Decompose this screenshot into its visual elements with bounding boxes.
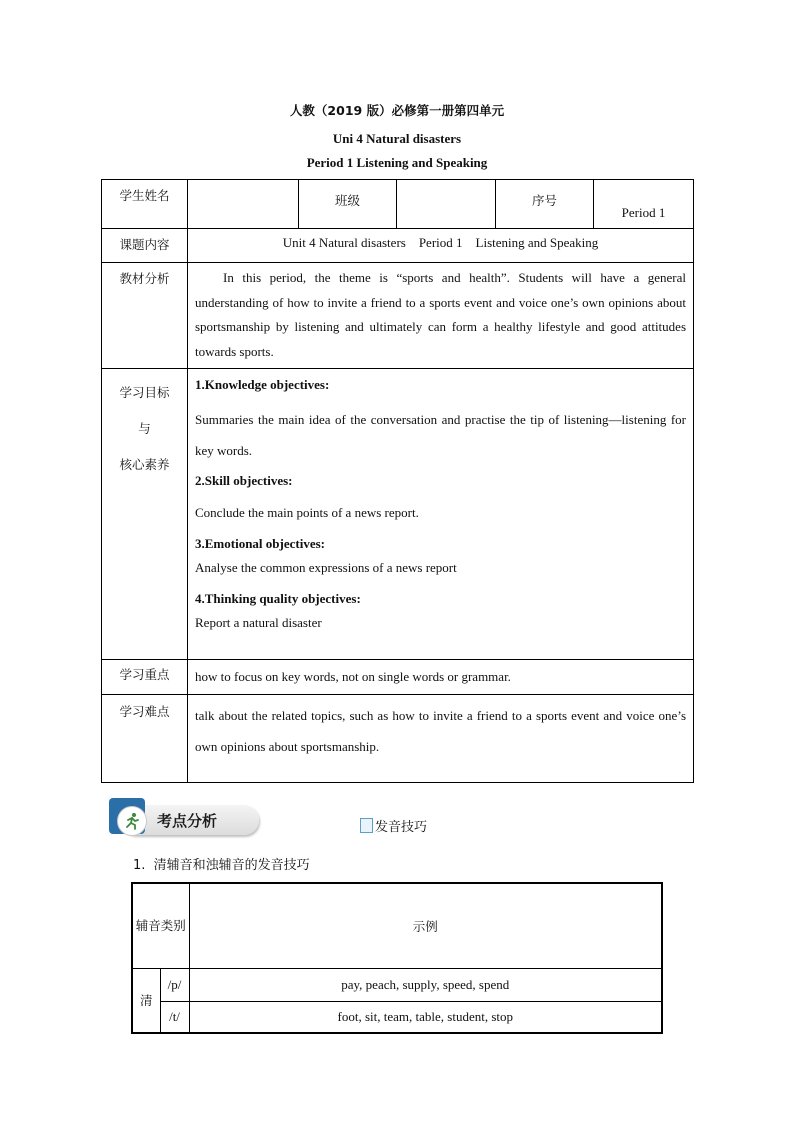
goals-label: [102, 369, 188, 660]
key-points-text: how to focus on key words, not on single words or grammar.: [188, 660, 694, 695]
unit-title: Uni 4 Natural disasters: [332, 131, 462, 146]
examples-cell: foot, sit, team, table, student, stop: [189, 1001, 662, 1033]
analysis-text: In this period, the theme is “sports and health”. Students will have a general understanding of how to invite a friend to a sports event and voice one’s own opinions about sportsmanship by listening and ultimately can form a healthy lifestyle and good attitudes towards sports.: [195, 270, 686, 359]
sound-tip-heading: [360, 816, 427, 835]
difficulty-label: 学习难点: [102, 695, 188, 783]
consonant-table: [131, 882, 663, 1034]
badge-label: 考点分析: [157, 812, 218, 830]
objective-heading: 3.Emotional objectives:: [195, 536, 325, 551]
goals-label-line3: 核心素养: [119, 457, 170, 472]
item-1-heading: 1. 清辅音和浊辅音的发音技巧: [133, 858, 310, 873]
runner-icon: [117, 806, 147, 836]
difficulty-cell: [188, 695, 694, 783]
examples-cell: pay, peach, supply, speed, spend: [189, 968, 662, 1001]
lesson-info-table: [101, 179, 694, 783]
period-cell: Period 1: [594, 180, 694, 229]
sound-cell: /t/: [160, 1001, 189, 1033]
number-label: 序号: [496, 180, 594, 229]
goals-label-line1: 学习目标: [119, 385, 170, 400]
topic-value: Unit 4 Natural disasters Period 1 Listening and Speaking: [188, 229, 694, 263]
section-badge: [109, 798, 261, 838]
sound-cell: /p/: [160, 968, 189, 1001]
examples-header: 示例: [189, 883, 662, 968]
student-name-cell[interactable]: [188, 180, 299, 229]
goals-label-line2: 与: [138, 421, 151, 436]
analysis-label: 教材分析: [102, 263, 188, 369]
class-label: 班级: [299, 180, 397, 229]
objective-text: Summaries the main idea of the conversation and practise the tip of listening—listening for key words.: [195, 412, 686, 458]
objective-text: Analyse the common expressions of a news report: [195, 560, 457, 575]
objective-heading: 4.Thinking quality objectives:: [195, 591, 361, 606]
objective-1: [195, 376, 686, 466]
objective-text: Conclude the main points of a news report.: [195, 505, 419, 520]
objective-heading: 2.Skill objectives:: [195, 473, 293, 488]
objective-2: [195, 472, 686, 522]
voiceless-group-label: 清: [132, 968, 160, 1033]
sound-tip-label: 发音技巧: [375, 820, 428, 835]
objective-4: [195, 590, 686, 632]
objective-text: Report a natural disaster: [195, 615, 322, 630]
bookmark-icon: [360, 818, 373, 833]
document-title: 人教（2019 版）必修第一册第四单元: [289, 103, 505, 118]
student-name-label: 学生姓名: [102, 180, 188, 229]
period-title: Period 1 Listening and Speaking: [306, 155, 488, 170]
topic-label: 课题内容: [102, 229, 188, 263]
class-cell[interactable]: [397, 180, 496, 229]
key-points-label: 学习重点: [102, 660, 188, 695]
consonant-type-header: 辅音类别: [132, 883, 189, 968]
objectives-cell: [188, 369, 694, 660]
analysis-cell: [188, 263, 694, 369]
difficulty-text: talk about the related topics, such as how to invite a friend to a sports event and voice one’s own opinions about sportsmanship.: [195, 708, 686, 754]
objective-3: [195, 535, 686, 577]
objective-heading: 1.Knowledge objectives:: [195, 377, 330, 392]
